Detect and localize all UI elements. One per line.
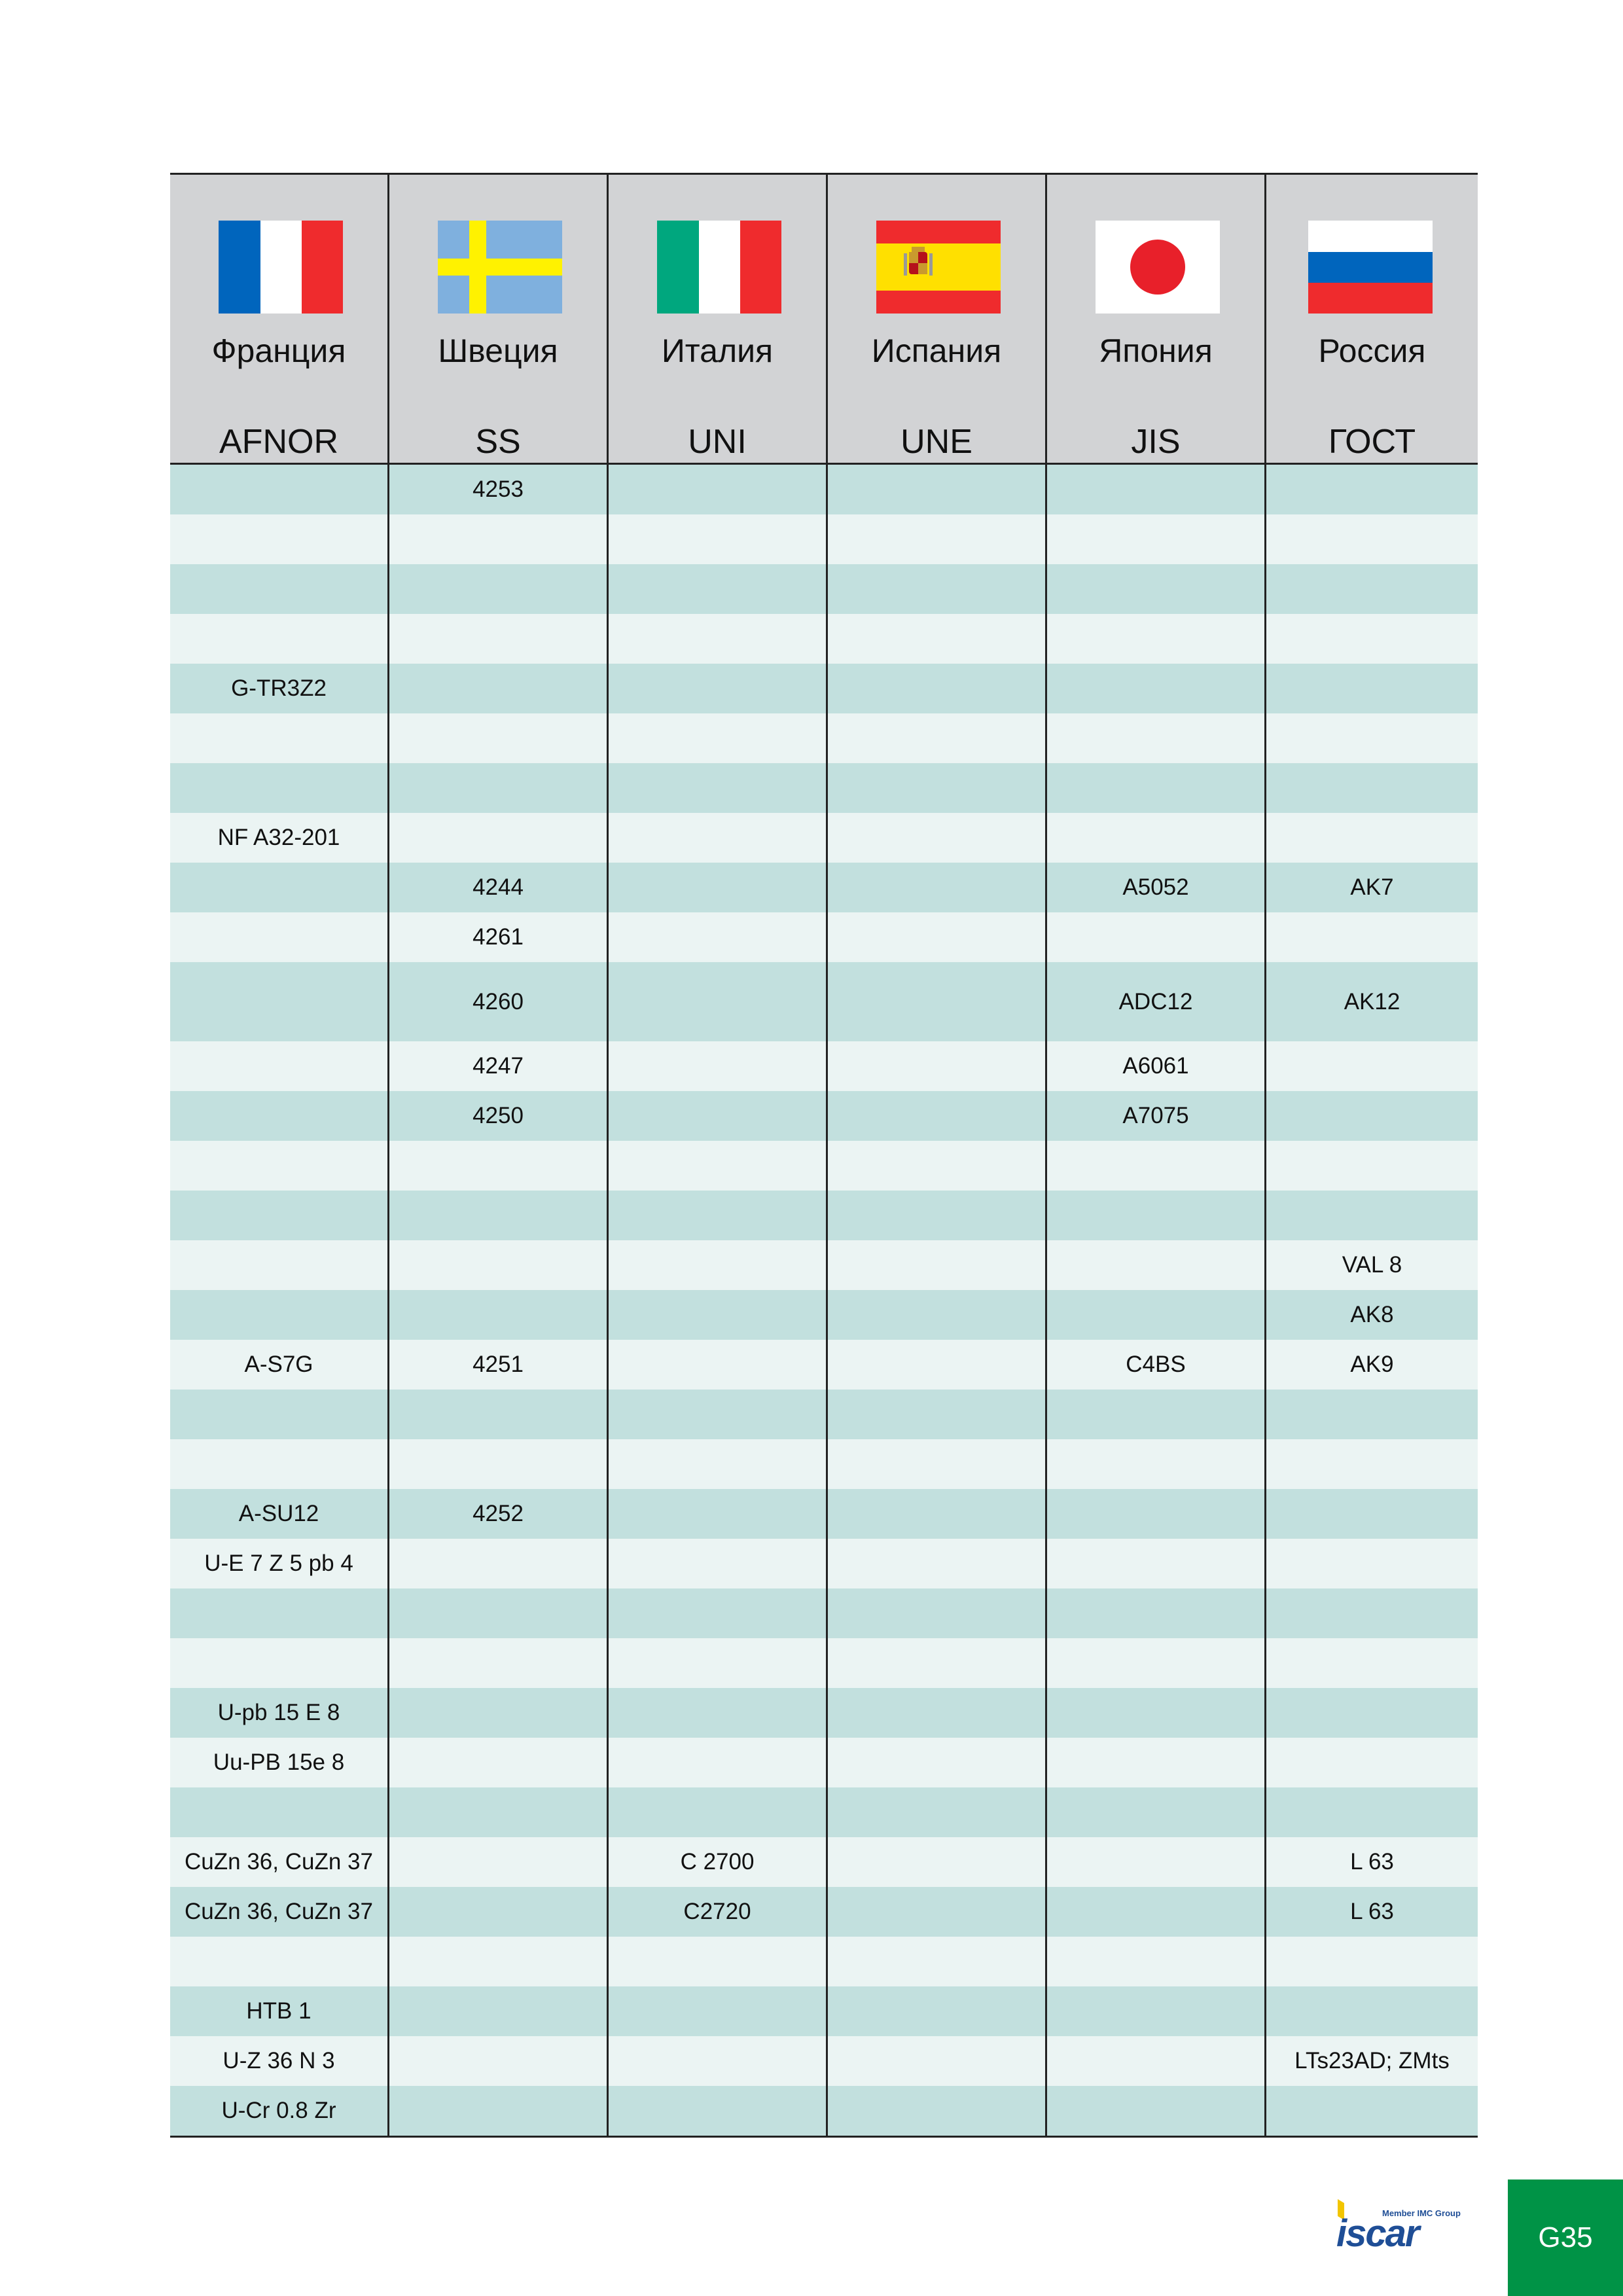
table-cell (609, 614, 828, 664)
table-cell (828, 1688, 1047, 1738)
standard-name: UNI (688, 423, 747, 461)
table-cell (828, 1290, 1047, 1340)
table-cell (1266, 1937, 1478, 1986)
table-cell (609, 1091, 828, 1141)
table-cell (170, 1588, 389, 1638)
france-flag-icon (219, 221, 343, 314)
table-cell: A7075 (1047, 1091, 1266, 1141)
table-cell (1047, 1439, 1266, 1489)
table-cell (828, 813, 1047, 863)
table-cell (1266, 2086, 1478, 2136)
table-row (170, 1439, 1478, 1489)
table-cell: A6061 (1047, 1041, 1266, 1091)
table-cell (389, 1986, 609, 2036)
table-cell (828, 1439, 1047, 1489)
country-name: Япония (1099, 332, 1213, 369)
table-cell (1047, 1588, 1266, 1638)
table-cell (1266, 1588, 1478, 1638)
table-row (170, 1041, 1478, 1091)
table-cell (1047, 1638, 1266, 1688)
table-row (170, 664, 1478, 713)
table-cell (828, 1091, 1047, 1141)
table-cell: 4251 (389, 1340, 609, 1390)
table-cell (609, 1290, 828, 1340)
table-cell: C2720 (609, 1887, 828, 1937)
table-cell (609, 564, 828, 614)
table-cell (828, 1837, 1047, 1887)
table-cell (828, 514, 1047, 564)
table-cell (389, 1688, 609, 1738)
table-row (170, 1340, 1478, 1390)
table-cell: 4252 (389, 1489, 609, 1539)
table-cell (828, 2086, 1047, 2136)
table-cell (170, 465, 389, 514)
table-cell (609, 962, 828, 1041)
table-cell: G-TR3Z2 (170, 664, 389, 713)
table-cell (609, 465, 828, 514)
table-cell (1266, 1041, 1478, 1091)
table-cell (170, 1439, 389, 1489)
russia-flag-icon (1308, 221, 1433, 314)
standard-name: SS (475, 423, 521, 461)
country-name: Швеция (438, 332, 558, 369)
table-header (170, 173, 1478, 465)
table-cell: 4244 (389, 863, 609, 912)
table-cell (1266, 1787, 1478, 1837)
table-cell (828, 1340, 1047, 1390)
table-cell (170, 1091, 389, 1141)
table-cell: A5052 (1047, 863, 1266, 912)
table-cell (170, 1041, 389, 1091)
table-cell: 4253 (389, 465, 609, 514)
table-row (170, 1937, 1478, 1986)
table-cell (609, 514, 828, 564)
table-cell (828, 564, 1047, 614)
table-cell: U-Cr 0.8 Zr (170, 2086, 389, 2136)
table-cell (1047, 1738, 1266, 1787)
table-cell (1266, 465, 1478, 514)
table-cell (609, 763, 828, 813)
table-cell (170, 514, 389, 564)
table-cell (828, 1986, 1047, 2036)
table-cell: 4260 (389, 962, 609, 1041)
table-cell (389, 1787, 609, 1837)
table-row (170, 1787, 1478, 1837)
table-cell (389, 763, 609, 813)
table-cell (170, 1638, 389, 1688)
table-cell (828, 1489, 1047, 1539)
table-cell: 4250 (389, 1091, 609, 1141)
table-cell (828, 763, 1047, 813)
table-cell (1047, 1191, 1266, 1240)
table-cell (389, 1837, 609, 1887)
table-cell (828, 1041, 1047, 1091)
table-cell (828, 1390, 1047, 1439)
table-row (170, 514, 1478, 564)
table-row (170, 1837, 1478, 1887)
table-cell (1266, 1091, 1478, 1141)
table-cell (389, 1539, 609, 1588)
table-cell (1047, 1290, 1266, 1340)
table-row (170, 614, 1478, 664)
table-cell (828, 863, 1047, 912)
table-cell (609, 1141, 828, 1191)
table-cell: CuZn 36, CuZn 37 (170, 1837, 389, 1887)
country-name: Италия (661, 332, 774, 369)
table-cell (828, 465, 1047, 514)
table-cell (828, 1738, 1047, 1787)
table-cell (1047, 813, 1266, 863)
standard-name: ГОСТ (1328, 423, 1416, 461)
table-cell (389, 2036, 609, 2086)
table-row (170, 1489, 1478, 1539)
table-cell: ADC12 (1047, 962, 1266, 1041)
table-cell: Uu-PB 15e 8 (170, 1738, 389, 1787)
table-cell (1266, 1191, 1478, 1240)
table-cell: CuZn 36, CuZn 37 (170, 1887, 389, 1937)
table-cell (1266, 912, 1478, 962)
table-cell (609, 1986, 828, 2036)
table-cell (1047, 1141, 1266, 1191)
table-cell (1266, 1489, 1478, 1539)
table-cell (170, 1390, 389, 1439)
table-cell (1047, 564, 1266, 614)
table-cell: NF A32-201 (170, 813, 389, 863)
table-cell: AK8 (1350, 1302, 1394, 1327)
table-cell (389, 1191, 609, 1240)
table-cell (1047, 1837, 1266, 1887)
table-cell (389, 1887, 609, 1937)
page-number-tab: G35 (1508, 2179, 1623, 2296)
table-cell (389, 1588, 609, 1638)
table-cell (609, 912, 828, 962)
table-row (170, 912, 1478, 962)
table-cell (609, 1738, 828, 1787)
table-cell: A-S7G (170, 1340, 389, 1390)
table-cell (1047, 1986, 1266, 2036)
table-row (170, 813, 1478, 863)
table-cell (828, 1240, 1047, 1290)
table-cell: VAL 8 (1342, 1252, 1402, 1278)
column-header-france (170, 175, 389, 463)
table-cell (828, 713, 1047, 763)
table-cell (389, 713, 609, 763)
table-cell (389, 1937, 609, 1986)
table-cell (828, 1191, 1047, 1240)
table-cell (389, 813, 609, 863)
sweden-flag-icon (438, 221, 562, 314)
table-cell (170, 962, 389, 1041)
japan-flag-icon (1096, 221, 1220, 314)
table-cell (170, 763, 389, 813)
table-cell (1047, 713, 1266, 763)
table-row (170, 1986, 1478, 2036)
table-cell (1047, 1489, 1266, 1539)
table-cell: AK7 (1350, 874, 1394, 900)
table-row (170, 1191, 1478, 1240)
table-cell (828, 664, 1047, 713)
table-cell (170, 1141, 389, 1191)
table-cell (1047, 1539, 1266, 1588)
standards-comparison-table (170, 173, 1478, 2138)
table-cell (1266, 1141, 1478, 1191)
standard-name: JIS (1131, 423, 1181, 461)
table-row (170, 2086, 1478, 2136)
svg-text:Member IMC Group: Member IMC Group (1382, 2208, 1461, 2218)
table-cell (609, 1688, 828, 1738)
table-row (170, 713, 1478, 763)
table-cell (170, 1240, 389, 1290)
table-cell (609, 664, 828, 713)
table-cell (1266, 1986, 1478, 2036)
table-row (170, 1887, 1478, 1937)
table-row (170, 1588, 1478, 1638)
table-cell (1266, 614, 1478, 664)
table-cell (828, 614, 1047, 664)
table-cell: U-E 7 Z 5 pb 4 (170, 1539, 389, 1588)
table-row (170, 1688, 1478, 1738)
column-header-spain (828, 175, 1047, 463)
table-cell (1266, 1439, 1478, 1489)
table-row (170, 1638, 1478, 1688)
table-cell (1047, 514, 1266, 564)
table-row (170, 1091, 1478, 1141)
table-cell (1266, 713, 1478, 763)
svg-text:iscar: iscar (1336, 2212, 1419, 2253)
table-cell (828, 1141, 1047, 1191)
standard-name: UNE (901, 423, 972, 461)
table-cell (389, 514, 609, 564)
table-cell (1266, 1688, 1478, 1738)
table-cell (828, 1638, 1047, 1688)
table-cell (1047, 465, 1266, 514)
table-cell (1266, 763, 1478, 813)
table-cell (828, 1787, 1047, 1837)
table-cell (609, 2036, 828, 2086)
table-cell (828, 912, 1047, 962)
iscar-logo (1335, 2194, 1472, 2253)
table-row (170, 1390, 1478, 1439)
country-name: Россия (1318, 332, 1426, 369)
table-cell: 4247 (389, 1041, 609, 1091)
table-cell: U-pb 15 E 8 (170, 1688, 389, 1738)
table-cell (828, 1937, 1047, 1986)
table-cell (389, 1290, 609, 1340)
table-cell (609, 1240, 828, 1290)
table-cell: U-Z 36 N 3 (170, 2036, 389, 2086)
column-header-italy (609, 175, 828, 463)
table-cell (609, 1439, 828, 1489)
table-cell (389, 1439, 609, 1489)
spain-flag-icon (876, 221, 1001, 314)
table-cell: AK9 (1350, 1352, 1394, 1377)
table-cell: L 63 (1350, 1899, 1394, 1924)
table-cell (389, 1738, 609, 1787)
table-cell (1047, 1240, 1266, 1290)
table-cell: C 2700 (609, 1837, 828, 1887)
table-cell (609, 1588, 828, 1638)
table-cell (609, 1041, 828, 1091)
table-cell: 4261 (389, 912, 609, 962)
table-cell (1047, 664, 1266, 713)
table-cell (609, 813, 828, 863)
table-cell (170, 1787, 389, 1837)
table-bottom-border (170, 2136, 1478, 2138)
country-name: Франция (211, 332, 346, 369)
table-row (170, 564, 1478, 614)
table-cell (1047, 763, 1266, 813)
table-row (170, 763, 1478, 813)
table-cell (1047, 1937, 1266, 1986)
column-header-russia (1266, 175, 1478, 463)
standard-name: AFNOR (219, 423, 338, 461)
table-row (170, 962, 1478, 1041)
table-cell (389, 1390, 609, 1439)
table-cell (609, 1390, 828, 1439)
table-cell (170, 863, 389, 912)
table-row (170, 1240, 1478, 1290)
table-cell (828, 1588, 1047, 1638)
table-row (170, 1141, 1478, 1191)
table-cell (170, 564, 389, 614)
country-name: Испания (871, 332, 1002, 369)
table-row (170, 465, 1478, 514)
table-cell (170, 1191, 389, 1240)
table-cell (609, 2086, 828, 2136)
column-header-sweden (389, 175, 609, 463)
table-cell: LTs23AD; ZMts (1294, 2048, 1450, 2073)
table-cell (609, 1489, 828, 1539)
table-cell (170, 713, 389, 763)
table-cell (828, 962, 1047, 1041)
table-cell (389, 564, 609, 614)
table-cell (609, 1787, 828, 1837)
table-cell (1047, 1787, 1266, 1837)
table-cell: A-SU12 (170, 1489, 389, 1539)
table-cell (170, 614, 389, 664)
table-cell: HTB 1 (170, 1986, 389, 2036)
table-cell: C4BS (1047, 1340, 1266, 1390)
table-cell (1266, 813, 1478, 863)
table-cell (1047, 2086, 1266, 2136)
table-cell (389, 1638, 609, 1688)
table-cell (389, 664, 609, 713)
table-cell: AK12 (1344, 988, 1400, 1014)
table-cell (1266, 664, 1478, 713)
table-cell (389, 1240, 609, 1290)
table-cell (170, 912, 389, 962)
table-cell (609, 1340, 828, 1390)
table-cell (828, 1539, 1047, 1588)
table-cell (1266, 1390, 1478, 1439)
table-cell (609, 863, 828, 912)
table-row (170, 1738, 1478, 1787)
table-cell (389, 614, 609, 664)
table-row (170, 863, 1478, 912)
table-cell (1047, 2036, 1266, 2086)
table-row (170, 1539, 1478, 1588)
table-cell (1047, 1390, 1266, 1439)
table-body (170, 465, 1478, 2136)
table-cell (609, 1937, 828, 1986)
table-cell (1047, 912, 1266, 962)
table-cell (1047, 1688, 1266, 1738)
table-cell (828, 1887, 1047, 1937)
table-cell (828, 2036, 1047, 2086)
table-cell (1266, 1539, 1478, 1588)
table-cell (1047, 1887, 1266, 1937)
table-row (170, 2036, 1478, 2086)
table-cell (609, 1638, 828, 1688)
italy-flag-icon (657, 221, 781, 314)
table-cell (1266, 514, 1478, 564)
table-cell (389, 1141, 609, 1191)
table-cell (1047, 614, 1266, 664)
table-cell (170, 1290, 389, 1340)
table-cell (609, 1191, 828, 1240)
table-cell (170, 1937, 389, 1986)
table-cell (1266, 564, 1478, 614)
table-cell: L 63 (1350, 1849, 1394, 1874)
table-cell (1266, 1738, 1478, 1787)
table-cell (609, 1539, 828, 1588)
table-cell (609, 713, 828, 763)
table-cell (389, 2086, 609, 2136)
table-row (170, 1290, 1478, 1340)
column-header-japan (1047, 175, 1266, 463)
table-cell (1266, 1638, 1478, 1688)
